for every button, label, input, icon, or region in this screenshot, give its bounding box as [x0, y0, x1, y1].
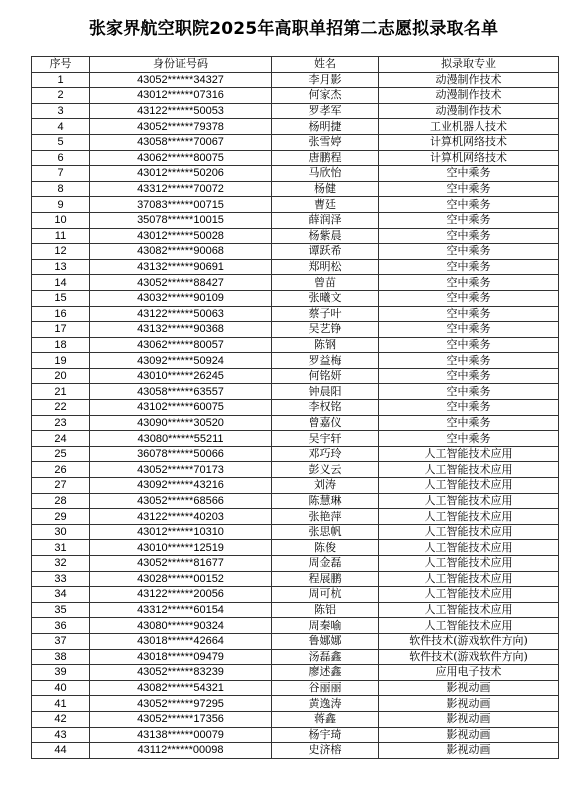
cell-major: 影视动画 — [379, 711, 559, 727]
cell-name: 刘涛 — [272, 478, 379, 494]
cell-major: 空中乘务 — [379, 322, 559, 338]
cell-seq: 37 — [32, 633, 90, 649]
cell-id-number: 43052******70173 — [90, 462, 272, 478]
cell-major: 空中乘务 — [379, 197, 559, 213]
cell-name: 张思帆 — [272, 524, 379, 540]
cell-major: 人工智能技术应用 — [379, 509, 559, 525]
table-row — [32, 743, 559, 759]
cell-major: 空中乘务 — [379, 181, 559, 197]
cell-id-number: 43058******70067 — [90, 134, 272, 150]
cell-id-number: 43052******83239 — [90, 665, 272, 681]
table-row — [32, 493, 559, 509]
cell-id-number: 43052******34327 — [90, 72, 272, 88]
table-row — [32, 587, 559, 603]
cell-name: 杨健 — [272, 181, 379, 197]
cell-name: 薛润泽 — [272, 212, 379, 228]
table-row — [32, 181, 559, 197]
cell-major: 动漫制作技术 — [379, 88, 559, 104]
cell-major: 空中乘务 — [379, 244, 559, 260]
table-row — [32, 478, 559, 494]
cell-name: 程展鹏 — [272, 571, 379, 587]
table-row — [32, 322, 559, 338]
cell-major: 人工智能技术应用 — [379, 462, 559, 478]
cell-id-number: 43122******20056 — [90, 587, 272, 603]
cell-name: 杨明捷 — [272, 119, 379, 135]
cell-major: 人工智能技术应用 — [379, 587, 559, 603]
table-row — [32, 228, 559, 244]
cell-seq: 33 — [32, 571, 90, 587]
cell-id-number: 43012******10310 — [90, 524, 272, 540]
cell-seq: 29 — [32, 509, 90, 525]
cell-major: 动漫制作技术 — [379, 103, 559, 119]
cell-seq: 32 — [32, 556, 90, 572]
cell-id-number: 43052******81677 — [90, 556, 272, 572]
table-row — [32, 259, 559, 275]
cell-name: 罗孝军 — [272, 103, 379, 119]
cell-name: 陈慧琳 — [272, 493, 379, 509]
cell-seq: 1 — [32, 72, 90, 88]
cell-major: 空中乘务 — [379, 337, 559, 353]
table-row — [32, 696, 559, 712]
cell-id-number: 43012******50206 — [90, 166, 272, 182]
cell-major: 影视动画 — [379, 727, 559, 743]
cell-id-number: 43138******00079 — [90, 727, 272, 743]
cell-name: 杨宇琦 — [272, 727, 379, 743]
table-row — [32, 72, 559, 88]
cell-major: 空中乘务 — [379, 166, 559, 182]
header-seq: 序号 — [32, 57, 90, 73]
cell-name: 鲁娜娜 — [272, 633, 379, 649]
cell-name: 邓巧玲 — [272, 446, 379, 462]
table-row — [32, 727, 559, 743]
table-row — [32, 134, 559, 150]
header-name: 姓名 — [272, 57, 379, 73]
cell-name: 彭义云 — [272, 462, 379, 478]
cell-id-number: 43052******17356 — [90, 711, 272, 727]
cell-major: 应用电子技术 — [379, 665, 559, 681]
cell-major: 人工智能技术应用 — [379, 571, 559, 587]
cell-seq: 27 — [32, 478, 90, 494]
table-row — [32, 119, 559, 135]
cell-id-number: 43018******09479 — [90, 649, 272, 665]
table-body — [32, 72, 559, 758]
cell-seq: 5 — [32, 134, 90, 150]
cell-major: 空中乘务 — [379, 228, 559, 244]
table-row — [32, 368, 559, 384]
cell-id-number: 43012******07316 — [90, 88, 272, 104]
cell-name: 蒋鑫 — [272, 711, 379, 727]
cell-seq: 21 — [32, 384, 90, 400]
cell-id-number: 43092******50924 — [90, 353, 272, 369]
table-row — [32, 665, 559, 681]
cell-major: 空中乘务 — [379, 431, 559, 447]
table-row — [32, 602, 559, 618]
cell-seq: 35 — [32, 602, 90, 618]
cell-name: 钟晨阳 — [272, 384, 379, 400]
cell-major: 软件技术(游戏软件方向) — [379, 633, 559, 649]
cell-name: 李月影 — [272, 72, 379, 88]
cell-id-number: 37083******00715 — [90, 197, 272, 213]
cell-name: 黄逸涛 — [272, 696, 379, 712]
admission-table — [31, 56, 559, 759]
cell-id-number: 43122******40203 — [90, 509, 272, 525]
cell-id-number: 43010******12519 — [90, 540, 272, 556]
cell-name: 廖述鑫 — [272, 665, 379, 681]
cell-id-number: 43052******68566 — [90, 493, 272, 509]
table-row — [32, 384, 559, 400]
cell-id-number: 43102******60075 — [90, 400, 272, 416]
cell-id-number: 43132******90368 — [90, 322, 272, 338]
cell-major: 计算机网络技术 — [379, 150, 559, 166]
table-row — [32, 197, 559, 213]
cell-name: 汤磊鑫 — [272, 649, 379, 665]
cell-seq: 38 — [32, 649, 90, 665]
table-row — [32, 571, 559, 587]
cell-major: 影视动画 — [379, 696, 559, 712]
cell-name: 蔡子叶 — [272, 306, 379, 322]
cell-seq: 41 — [32, 696, 90, 712]
table-row — [32, 711, 559, 727]
cell-name: 吴艺铮 — [272, 322, 379, 338]
table-row — [32, 103, 559, 119]
table-row — [32, 290, 559, 306]
cell-name: 郑明松 — [272, 259, 379, 275]
cell-seq: 42 — [32, 711, 90, 727]
table-row — [32, 618, 559, 634]
table-row — [32, 244, 559, 260]
cell-id-number: 43092******43216 — [90, 478, 272, 494]
cell-major: 人工智能技术应用 — [379, 602, 559, 618]
cell-seq: 44 — [32, 743, 90, 759]
cell-seq: 12 — [32, 244, 90, 260]
cell-id-number: 43032******90109 — [90, 290, 272, 306]
table-row — [32, 306, 559, 322]
cell-seq: 10 — [32, 212, 90, 228]
cell-major: 人工智能技术应用 — [379, 524, 559, 540]
cell-name: 罗益梅 — [272, 353, 379, 369]
cell-id-number: 43028******00152 — [90, 571, 272, 587]
table-header-row — [32, 57, 559, 73]
cell-seq: 2 — [32, 88, 90, 104]
cell-id-number: 43082******90068 — [90, 244, 272, 260]
cell-name: 何家杰 — [272, 88, 379, 104]
table-row — [32, 415, 559, 431]
cell-name: 曾嘉仪 — [272, 415, 379, 431]
cell-major: 人工智能技术应用 — [379, 478, 559, 494]
cell-seq: 39 — [32, 665, 90, 681]
cell-seq: 36 — [32, 618, 90, 634]
cell-seq: 30 — [32, 524, 90, 540]
cell-name: 陈俊 — [272, 540, 379, 556]
cell-seq: 4 — [32, 119, 90, 135]
header-major: 拟录取专业 — [379, 57, 559, 73]
cell-seq: 11 — [32, 228, 90, 244]
cell-seq: 14 — [32, 275, 90, 291]
cell-name: 谷丽丽 — [272, 680, 379, 696]
table-row — [32, 446, 559, 462]
cell-seq: 40 — [32, 680, 90, 696]
cell-seq: 9 — [32, 197, 90, 213]
cell-name: 张雪婷 — [272, 134, 379, 150]
cell-name: 史济榕 — [272, 743, 379, 759]
cell-id-number: 43012******50028 — [90, 228, 272, 244]
cell-major: 人工智能技术应用 — [379, 540, 559, 556]
header-id-number: 身份证号码 — [90, 57, 272, 73]
cell-major: 人工智能技术应用 — [379, 618, 559, 634]
cell-major: 工业机器人技术 — [379, 119, 559, 135]
cell-id-number: 43132******90691 — [90, 259, 272, 275]
cell-id-number: 43058******63557 — [90, 384, 272, 400]
cell-seq: 25 — [32, 446, 90, 462]
cell-seq: 26 — [32, 462, 90, 478]
table-row — [32, 88, 559, 104]
cell-id-number: 43080******90324 — [90, 618, 272, 634]
cell-id-number: 43122******50063 — [90, 306, 272, 322]
table-row — [32, 275, 559, 291]
cell-seq: 23 — [32, 415, 90, 431]
cell-id-number: 43090******30520 — [90, 415, 272, 431]
table-row — [32, 649, 559, 665]
table-row — [32, 431, 559, 447]
cell-major: 人工智能技术应用 — [379, 556, 559, 572]
cell-major: 动漫制作技术 — [379, 72, 559, 88]
cell-id-number: 43010******26245 — [90, 368, 272, 384]
cell-name: 曾苗 — [272, 275, 379, 291]
cell-major: 空中乘务 — [379, 212, 559, 228]
cell-name: 张曦文 — [272, 290, 379, 306]
cell-seq: 6 — [32, 150, 90, 166]
cell-seq: 20 — [32, 368, 90, 384]
cell-major: 计算机网络技术 — [379, 134, 559, 150]
table-row — [32, 337, 559, 353]
cell-seq: 18 — [32, 337, 90, 353]
cell-id-number: 43112******00098 — [90, 743, 272, 759]
cell-seq: 31 — [32, 540, 90, 556]
cell-name: 张艳萍 — [272, 509, 379, 525]
cell-seq: 15 — [32, 290, 90, 306]
cell-major: 人工智能技术应用 — [379, 446, 559, 462]
cell-name: 陈铝 — [272, 602, 379, 618]
cell-name: 马欣怡 — [272, 166, 379, 182]
table-row — [32, 353, 559, 369]
cell-name: 周金磊 — [272, 556, 379, 572]
cell-id-number: 43080******55211 — [90, 431, 272, 447]
cell-major: 软件技术(游戏软件方向) — [379, 649, 559, 665]
cell-seq: 17 — [32, 322, 90, 338]
cell-name: 陈钢 — [272, 337, 379, 353]
cell-name: 杨紫晨 — [272, 228, 379, 244]
cell-name: 周可杭 — [272, 587, 379, 603]
table-row — [32, 509, 559, 525]
cell-id-number: 43312******60154 — [90, 602, 272, 618]
table-row — [32, 633, 559, 649]
table-row — [32, 524, 559, 540]
page-title: 张家界航空职院2025年高职单招第二志愿拟录取名单 — [88, 19, 499, 39]
cell-seq: 7 — [32, 166, 90, 182]
cell-id-number: 43052******79378 — [90, 119, 272, 135]
cell-seq: 43 — [32, 727, 90, 743]
cell-seq: 28 — [32, 493, 90, 509]
cell-seq: 34 — [32, 587, 90, 603]
cell-major: 空中乘务 — [379, 259, 559, 275]
cell-seq: 24 — [32, 431, 90, 447]
cell-major: 空中乘务 — [379, 353, 559, 369]
cell-major: 空中乘务 — [379, 290, 559, 306]
cell-seq: 16 — [32, 306, 90, 322]
cell-major: 空中乘务 — [379, 368, 559, 384]
cell-major: 人工智能技术应用 — [379, 493, 559, 509]
cell-seq: 8 — [32, 181, 90, 197]
table-row — [32, 556, 559, 572]
cell-seq: 13 — [32, 259, 90, 275]
cell-id-number: 43122******50053 — [90, 103, 272, 119]
cell-seq: 19 — [32, 353, 90, 369]
cell-major: 空中乘务 — [379, 306, 559, 322]
cell-major: 影视动画 — [379, 743, 559, 759]
cell-seq: 3 — [32, 103, 90, 119]
table-row — [32, 540, 559, 556]
cell-id-number: 43082******54321 — [90, 680, 272, 696]
cell-id-number: 43062******80057 — [90, 337, 272, 353]
table-row — [32, 400, 559, 416]
cell-name: 周秦喻 — [272, 618, 379, 634]
table-row — [32, 212, 559, 228]
cell-id-number: 36078******50066 — [90, 446, 272, 462]
cell-name: 李权铭 — [272, 400, 379, 416]
cell-id-number: 43052******97295 — [90, 696, 272, 712]
cell-major: 空中乘务 — [379, 400, 559, 416]
cell-major: 空中乘务 — [379, 415, 559, 431]
cell-name: 唐鹏程 — [272, 150, 379, 166]
table-row — [32, 462, 559, 478]
cell-name: 何铭妍 — [272, 368, 379, 384]
cell-major: 空中乘务 — [379, 275, 559, 291]
cell-id-number: 43018******42664 — [90, 633, 272, 649]
cell-major: 影视动画 — [379, 680, 559, 696]
cell-major: 空中乘务 — [379, 384, 559, 400]
cell-id-number: 43312******70072 — [90, 181, 272, 197]
cell-name: 吴宇轩 — [272, 431, 379, 447]
table-row — [32, 150, 559, 166]
cell-id-number: 43062******80075 — [90, 150, 272, 166]
table-row — [32, 680, 559, 696]
cell-name: 曹廷 — [272, 197, 379, 213]
cell-id-number: 35078******10015 — [90, 212, 272, 228]
cell-name: 谭跃希 — [272, 244, 379, 260]
table-row — [32, 166, 559, 182]
cell-seq: 22 — [32, 400, 90, 416]
cell-id-number: 43052******88427 — [90, 275, 272, 291]
